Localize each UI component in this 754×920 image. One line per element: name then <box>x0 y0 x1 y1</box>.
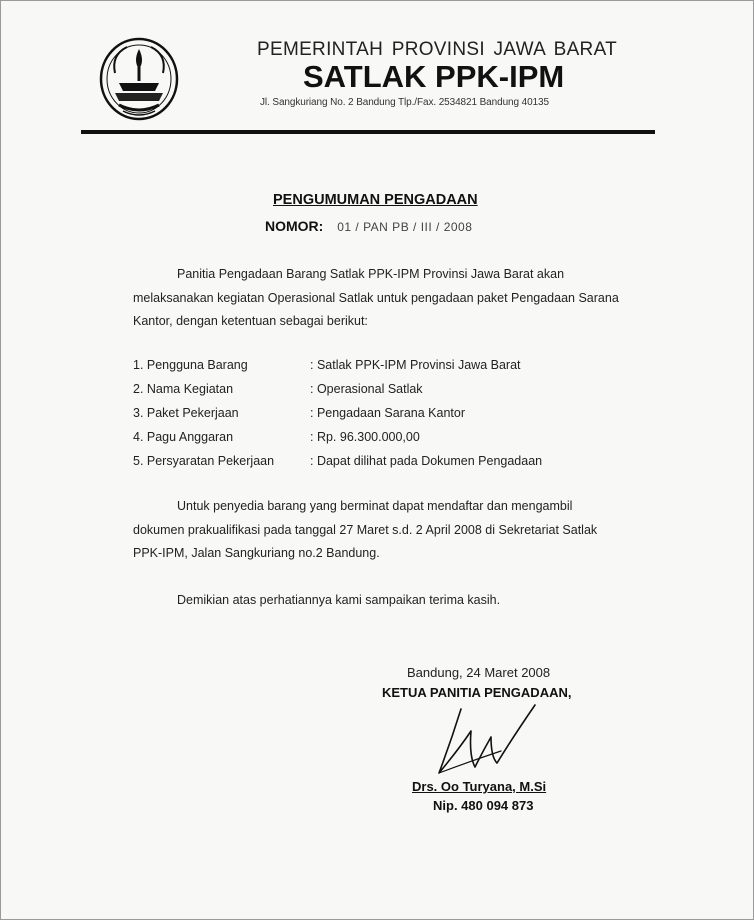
nomor-label: NOMOR: <box>265 218 324 234</box>
nomor-value: 01 / PAN PB / III / 2008 <box>337 220 473 234</box>
government-heading: PEMERINTAH PROVINSI JAWA BARAT <box>257 39 618 60</box>
closing-statement: Demikian atas perhatiannya kami sampaikan terima kasih. <box>177 593 501 607</box>
paragraph-line <box>133 519 673 543</box>
header-divider <box>81 130 655 134</box>
registration-paragraph <box>133 495 673 566</box>
provincial-emblem-logo <box>97 35 181 123</box>
paragraph-line <box>133 542 673 566</box>
detail-value: : Dapat dilihat pada Dokumen Pengadaan <box>310 454 543 468</box>
detail-value: : Pengadaan Sarana Kantor <box>310 406 465 420</box>
paragraph-line <box>133 263 673 287</box>
paragraph-text: Untuk penyedia barang yang berminat dapat mendaftar dan mengambil <box>177 499 573 513</box>
paragraph-line <box>133 287 673 311</box>
detail-value: : Operasional Satlak <box>310 382 423 396</box>
signatory-role: KETUA PANITIA PENGADAAN, <box>382 685 572 700</box>
paragraph-line <box>133 495 673 519</box>
intro-paragraph <box>133 263 673 334</box>
detail-value: : Rp. 96.300.000,00 <box>310 430 420 444</box>
signatory-name: Drs. Oo Turyana, M.Si <box>412 779 547 794</box>
detail-label: 2. Nama Kegiatan <box>133 382 234 396</box>
paragraph-text: dokumen prakualifikasi pada tanggal 27 Maret s.d. 2 April 2008 di Sekretariat Satlak <box>133 522 598 537</box>
detail-label: 5. Persyaratan Pekerjaan <box>133 454 275 468</box>
handwritten-signature <box>431 701 541 787</box>
agency-address: Jl. Sangkuriang No. 2 Bandung Tlp./Fax. 2534821 Bandung 40135 <box>260 97 549 108</box>
document-title: PENGUMUMAN PENGADAAN <box>273 192 478 208</box>
detail-label: 3. Paket Pekerjaan <box>133 406 239 420</box>
detail-label: 4. Pagu Anggaran <box>133 430 234 444</box>
signatory-nip: Nip. 480 094 873 <box>433 798 534 813</box>
paragraph-line <box>133 310 673 334</box>
agency-name: SATLAK PPK-IPM <box>303 59 565 94</box>
paragraph-text: Kantor, dengan ketentuan sebagai berikut: <box>133 314 368 328</box>
document-number <box>265 218 472 234</box>
place-date: Bandung, 24 Maret 2008 <box>407 665 551 680</box>
paragraph-text: melaksanakan kegiatan Operasional Satlak untuk pengadaan paket Pengadaan Sarana <box>133 290 619 305</box>
detail-label: 1. Pengguna Barang <box>133 358 248 372</box>
paragraph-text: Panitia Pengadaan Barang Satlak PPK-IPM Provinsi Jawa Barat akan <box>177 267 565 281</box>
paragraph-text: PPK-IPM, Jalan Sangkuriang no.2 Bandung. <box>133 546 380 560</box>
detail-value: : Satlak PPK-IPM Provinsi Jawa Barat <box>310 358 521 372</box>
